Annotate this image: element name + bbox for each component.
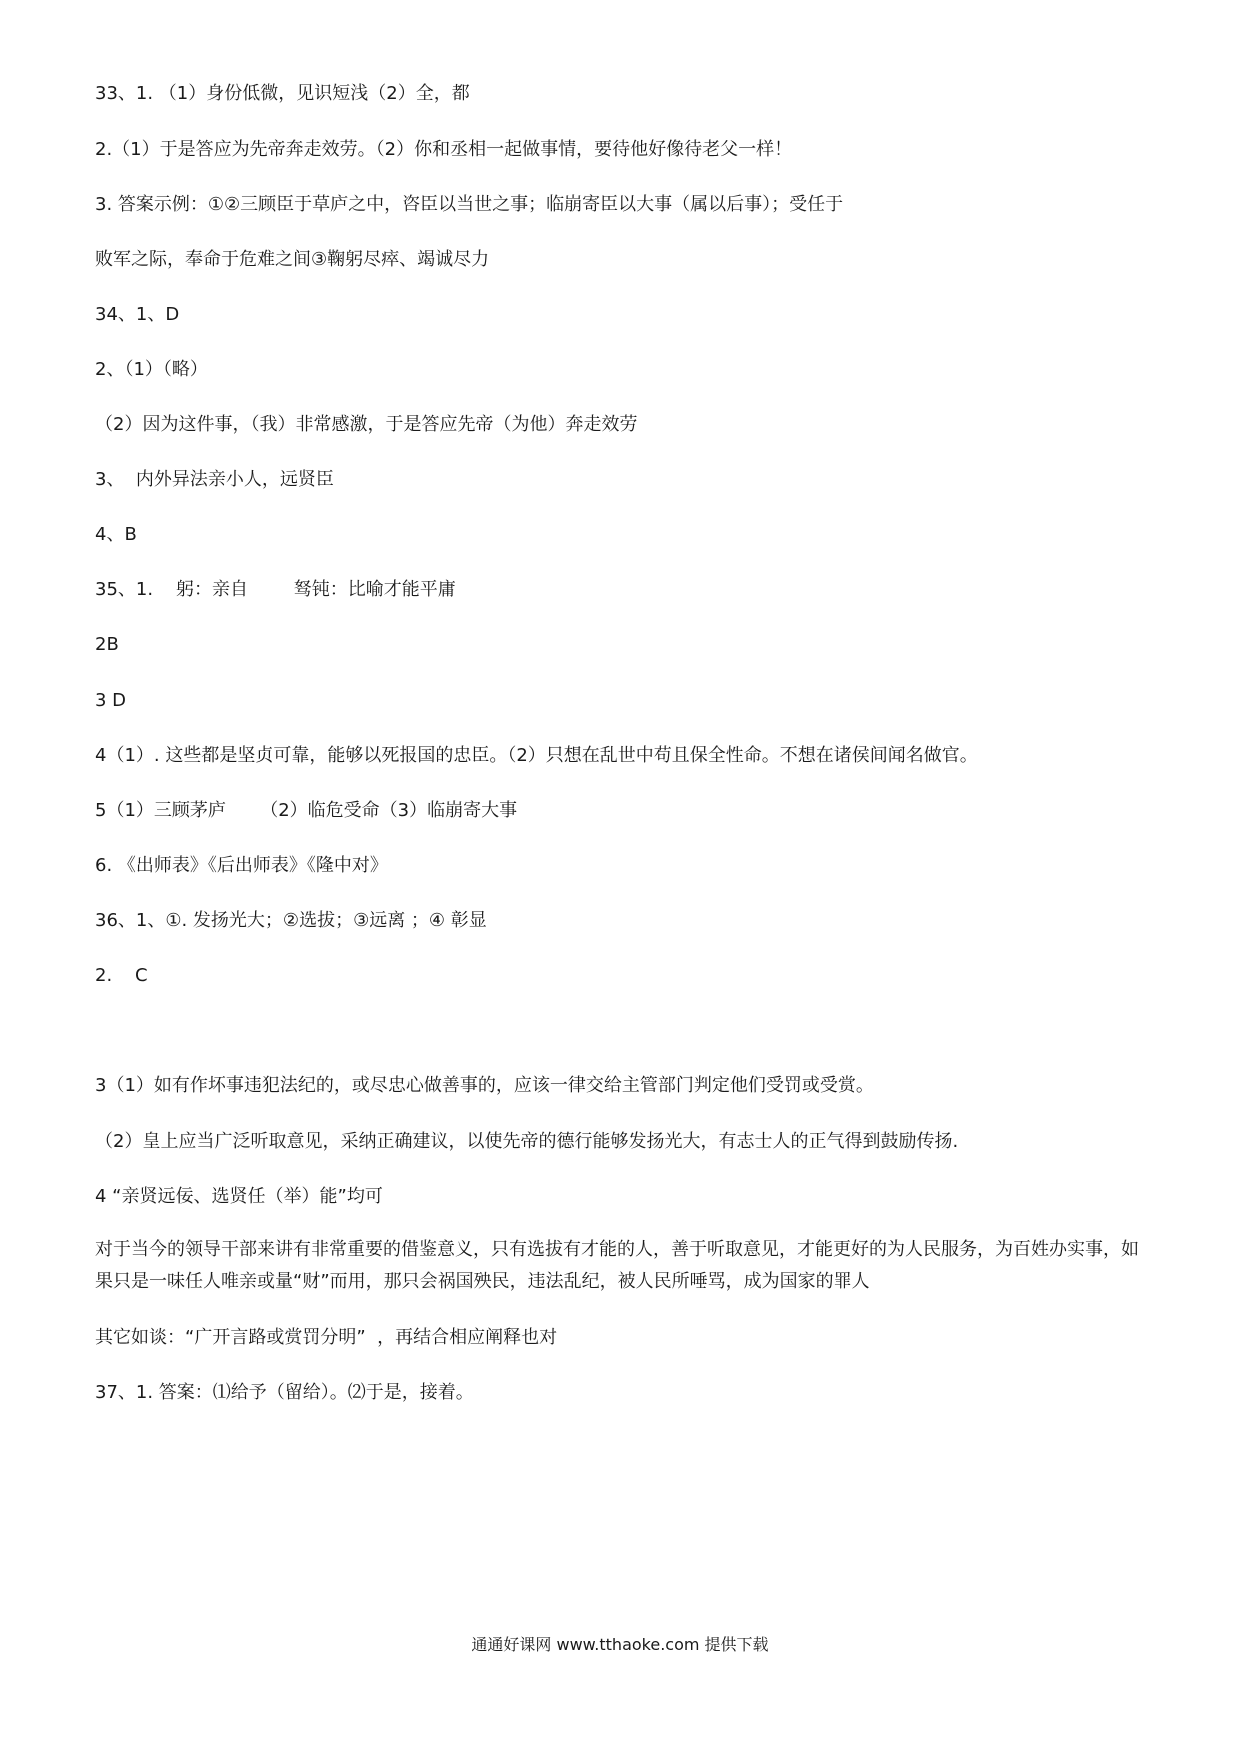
answer-36-4-other: 其它如谈：“广开言路或赏罚分明” ，再结合相应阐释也对 <box>95 1327 558 1348</box>
answer-35-2: 2B <box>95 634 119 655</box>
answer-36-2: 2. C <box>95 965 148 986</box>
answer-34-2: 2、（1）（略） <box>95 359 208 380</box>
answer-36-3-2: （2）皇上应当广泛听取意见，采纳正确建议，以使先帝的德行能够发扬光大，有志士人的正气得到鼓励传扬. <box>95 1131 959 1152</box>
answer-35-6: 6. 《出师表》《后出师表》《隆中对》 <box>95 855 388 876</box>
answer-34-3: 3、 内外异法亲小人，远贤臣 <box>95 469 334 490</box>
page-footer: 通通好课网 www.tthaoke.com 提供下载 <box>471 1635 769 1654</box>
answer-34-2-sub: （2）因为这件事，（我）非常感激，于是答应先帝（为他）奔走效劳 <box>95 414 638 435</box>
answer-36-4: 4 “亲贤远佞、选贤任（举）能”均可 <box>95 1186 383 1207</box>
answer-35-3: 3 D <box>95 690 127 711</box>
answer-34-4: 4、B <box>95 524 137 545</box>
answer-33-1: 33、1. （1）身份低微，见识短浅（2）全，都 <box>95 83 470 104</box>
answer-33-2: 2.（1）于是答应为先帝奔走效劳。（2）你和丞相一起做事情，要待他好像待老父一样！ <box>95 139 793 160</box>
answer-35-1: 35、1. 躬：亲自 驽钝：比喻才能平庸 <box>95 579 456 600</box>
answer-33-3-cont: 败军之际，奉命于危难之间③鞠躬尽瘁、竭诚尽力 <box>95 249 490 270</box>
answer-36-1: 36、1、①. 发扬光大；②选拔；③远离 ；④ 彰显 <box>95 910 487 931</box>
answer-35-4: 4（1）. 这些都是坚贞可靠，能够以死报国的忠臣。（2）只想在乱世中苟且保全性命。不想在诸侯间闻名做官。 <box>95 745 978 766</box>
answer-36-3-1: 3（1）如有作坏事违犯法纪的，或尽忠心做善事的，应该一律交给主管部门判定他们受罚或受赏。 <box>95 1075 874 1096</box>
answer-35-5: 5（1）三顾茅庐 （2）临危受命（3）临崩寄大事 <box>95 800 518 821</box>
answer-34-1: 34、1、D <box>95 304 180 325</box>
answer-36-4-explanation: 对于当今的领导干部来讲有非常重要的借鉴意义，只有选拔有才能的人，善于听取意见，才能更好的为人民服务，为百姓办实事，如果只是一味任人唯亲或量“财”而用，那只会祸国殃民，违法乱纪，被人民所唾骂，成为国家的罪人 <box>95 1239 1139 1292</box>
answer-37-1: 37、1. 答案：⑴给予（留给）。⑵于是，接着。 <box>95 1382 474 1403</box>
answer-33-3: 3. 答案示例：①②三顾臣于草庐之中，咨臣以当世之事；临崩寄臣以大事（属以后事）；受任于 <box>95 194 844 215</box>
